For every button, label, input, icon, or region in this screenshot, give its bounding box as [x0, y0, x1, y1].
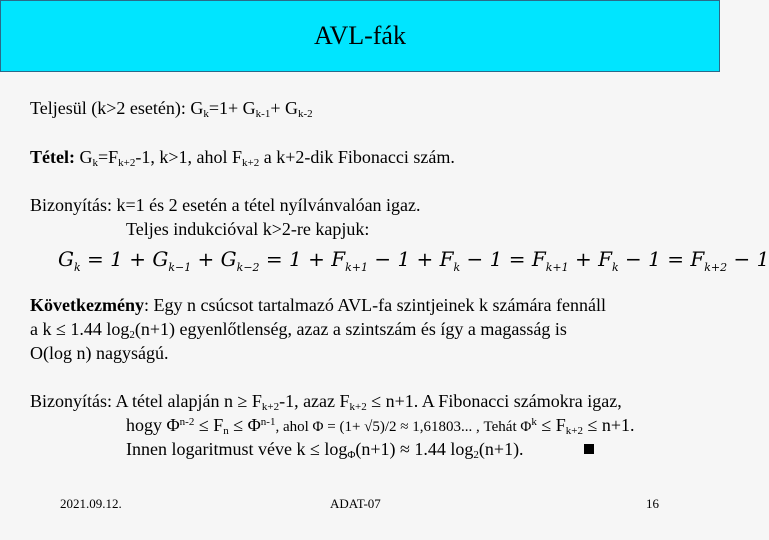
text: =F	[97, 147, 119, 167]
text: =1+ G	[208, 98, 256, 118]
text: (n+1) egyenlőtlenség, azaz a szintszám és így a magasság is	[134, 319, 567, 339]
formula-subscript: k−2	[236, 261, 260, 274]
text: a k+2-dik Fibonacci szám.	[259, 147, 455, 167]
subscript: k+2	[242, 157, 260, 169]
text: Bizonyítás: A tétel alapján n ≥ F	[30, 391, 262, 411]
text: Innen logaritmust véve k ≤ log	[126, 439, 348, 459]
footer-page-number: 16	[646, 496, 659, 511]
footer-course: ADAT-07	[330, 496, 381, 511]
proof2-line1	[30, 390, 622, 412]
formula-subscript: k	[453, 261, 461, 274]
subscript: k+2	[261, 401, 280, 413]
subscript: n	[223, 425, 229, 437]
formula-subscript: k+2	[704, 261, 728, 274]
subscript: k+2	[118, 157, 136, 169]
formula-subscript: k	[73, 261, 81, 274]
formula-term: G	[58, 247, 74, 271]
text: (n+1) ≈ 1.44 log	[355, 439, 474, 459]
proof2-line3	[126, 438, 594, 460]
corollary-line1	[30, 294, 606, 316]
theorem-line	[30, 146, 455, 168]
text: ≤ n+1. A Fibonacci számokra igaz,	[366, 391, 622, 411]
text: ≤ Φ	[228, 415, 261, 435]
subscript: Φ	[347, 449, 356, 461]
formula-subscript: k−1	[168, 261, 192, 274]
superscript: k	[531, 416, 537, 428]
theorem-label: Tétel:	[30, 147, 75, 167]
subscript: k-1	[255, 108, 271, 120]
text: G	[74, 147, 93, 167]
formula-subscript: k	[612, 261, 619, 274]
qed-square-icon	[584, 444, 594, 454]
corollary-line2	[30, 318, 567, 340]
subscript: k	[92, 157, 98, 169]
text: Teljesül (k>2 esetén): G	[30, 98, 204, 118]
text: a k ≤ 1.44 log	[30, 319, 130, 339]
proof2-line2	[126, 414, 635, 438]
text: ≤ F	[194, 415, 224, 435]
corollary-line3: O(log n) nagyságú.	[30, 343, 169, 363]
formula-subscript: k+1	[545, 261, 569, 274]
subscript: 2	[129, 329, 135, 341]
proof1-line2: Teljes indukcióval k>2-re kapjuk:	[126, 219, 370, 239]
text: : Egy n csúcsot tartalmazó AVL-fa szintjeinek k számára fennáll	[143, 295, 606, 315]
recurrence-line	[30, 97, 313, 119]
footer-date: 2021.09.12.	[60, 496, 122, 511]
formula-subscript: k+1	[345, 261, 368, 274]
superscript: n-2	[179, 416, 195, 428]
text: -1, k>1, ahol F	[135, 147, 243, 167]
formula-term: + G	[191, 247, 237, 271]
formula-term: − 1 = F	[460, 247, 546, 271]
formula-term: − 1 = F	[618, 247, 705, 271]
formula-term: = 1 + F	[259, 247, 346, 271]
text: + G	[270, 98, 298, 118]
subscript: 2	[473, 449, 479, 461]
proof1-line1: Bizonyítás: k=1 és 2 esetén a tétel nyílvánvalóan igaz.	[30, 195, 421, 215]
text: -1, azaz F	[279, 391, 350, 411]
subscript: k+2	[349, 401, 367, 413]
induction-formula	[58, 244, 769, 278]
text: (n+1).	[478, 439, 524, 459]
formula-term: − 1 + F	[367, 247, 454, 271]
text: , ahol Φ = (1+ √5)/2 ≈ 1,61803... , Tehát Φ	[275, 419, 532, 435]
formula-term: = 1 + G	[80, 247, 169, 271]
slide-title: AVL-fák	[314, 21, 406, 50]
formula-term: + F	[568, 247, 612, 271]
text: ≤ F	[536, 415, 566, 435]
subscript: k-2	[297, 108, 313, 120]
text: ≤ n+1.	[582, 415, 635, 435]
superscript: n-1	[260, 416, 276, 428]
subscript: k	[203, 108, 209, 120]
subscript: k+2	[565, 425, 583, 437]
formula-term: − 1	[727, 247, 769, 271]
corollary-label: Következmény	[30, 295, 144, 315]
text: hogy Φ	[126, 415, 180, 435]
